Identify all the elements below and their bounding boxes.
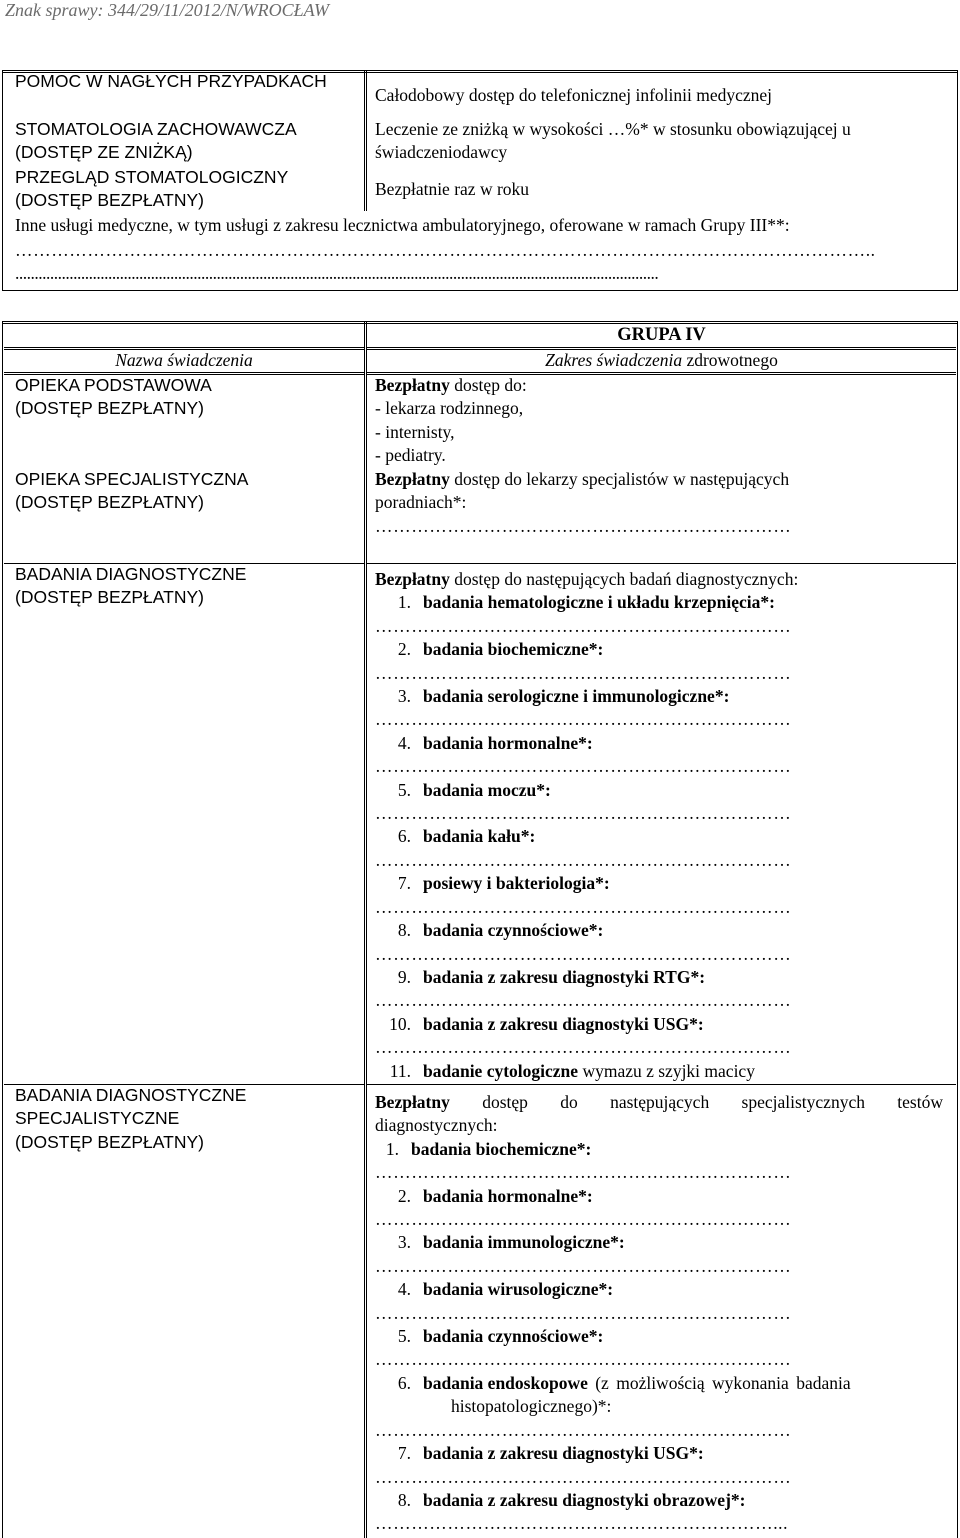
- list-item: 10. badania z zakresu diagnostyki USG*:: [389, 1013, 704, 1034]
- fill-in-dots: ……………………………………………………………: [375, 615, 792, 636]
- column-header-scope: Zakres świadczenia zdrowotnego: [545, 350, 778, 370]
- fill-in-dots: ……………………………………………………………: [375, 709, 792, 730]
- column-header-name: Nazwa świadczenia: [115, 350, 253, 370]
- list-item: 7. badania z zakresu diagnostyki USG*:: [397, 1443, 704, 1464]
- list-item: 2. badania biochemiczne*:: [397, 639, 604, 660]
- fill-in-dots: ……………………………………………………………: [375, 1349, 792, 1370]
- fill-in-dots: ……………………………………………………………: [375, 1209, 792, 1230]
- service-name-specialist-diagnostics: BADANIA DIAGNOSTYCZNE SPECJALISTYCZNE (DOSTĘP BEZPŁATNY): [15, 1085, 247, 1152]
- list-item: 1. badania hematologiczne i układu krzepnięcia*:: [397, 592, 775, 613]
- column-divider: [364, 321, 365, 1538]
- list-item: 6. badania kału*:: [397, 826, 536, 847]
- service-name-diagnostics: BADANIA DIAGNOSTYCZNE (DOSTĘP BEZPŁATNY): [15, 564, 247, 608]
- service-description: Leczenie ze zniżką w wysokości …%* w stosunku obowiązującej u świadczeniodawcy: [375, 119, 851, 163]
- column-divider: [366, 70, 367, 211]
- group-title: GRUPA IV: [617, 325, 706, 345]
- fill-in-dots: ……………………………………………………………: [375, 1302, 792, 1323]
- list-item: 5. badania czynnościowe*:: [397, 1326, 604, 1347]
- header-divider: [367, 347, 956, 348]
- fill-in-dots: ……………………………………………………………: [375, 803, 792, 824]
- service-name: STOMATOLOGIA ZACHOWAWCZA (DOSTĘP ZE ZNIŻKĄ): [15, 119, 296, 163]
- fill-in-dots: ……………………………………………………………: [375, 990, 792, 1011]
- column-divider: [366, 321, 367, 1538]
- fill-in-dots: ……………………………………………………………: [375, 662, 792, 683]
- service-name: POMOC W NAGŁYCH PRZYPADKACH: [15, 71, 327, 91]
- fill-in-dots: ......................................................................................................................................................................: [15, 263, 659, 283]
- service-name-specialist: OPIEKA SPECJALISTYCZNA (DOSTĘP BEZPŁATNY): [15, 469, 249, 513]
- service-description: Bezpłatnie raz w roku: [375, 179, 530, 199]
- list-item: 6. badania endoskopowe (z możliwością wykonania badania: [397, 1372, 851, 1393]
- list-item: 4. badania wirusologiczne*:: [397, 1279, 614, 1300]
- row-divider: [367, 1084, 956, 1085]
- fill-in-dots: ……………………………………………………………: [375, 1037, 792, 1058]
- fill-in-dots: ……………………………………………………………: [375, 896, 792, 917]
- header-divider: [4, 347, 364, 348]
- list-item: 11. badanie cytologiczne wymazu z szyjki macicy: [389, 1060, 755, 1081]
- list-item: 8. badania czynnościowe*:: [397, 920, 604, 941]
- fill-in-dots: ……………………………………………………………: [375, 943, 792, 964]
- row-divider: [367, 563, 956, 564]
- list-item: 9. badania z zakresu diagnostyki RTG*:: [397, 966, 706, 987]
- service-scope-specialist-diagnostics: Bezpłatny dostęp do następujących specjalistycznych testów diagnostycznych: 1. badania biochemiczne*: …………………………………………………………… 2. badania hormonalne*: …………………………………………………………… 3. badania immunologiczne*: …………………………………………………………… 4. badania wirusologiczne*: …………………………………………………………… 5. badania czynnościowe*: …………………………………………………………… 6. badania endoskopowe (z możliwością wykonania badania histopatologicznego)*: …………………………………………………………… 7. badania z zakresu diagnostyki USG*: …………………………………………………………… 8. badania z zakresu diagnostyki obrazowej*: …………………………………………………………...: [375, 1091, 943, 1536]
- service-name-basic: OPIEKA PODSTAWOWA (DOSTĘP BEZPŁATNY): [15, 375, 212, 419]
- fill-in-dots: ……………………………………………………………: [375, 849, 792, 870]
- list-item: 1. badania biochemiczne*:: [385, 1138, 592, 1159]
- fill-in-dots: …………………………………………………………...: [375, 1513, 789, 1534]
- list-item-continuation: histopatologicznego)*:: [451, 1396, 612, 1417]
- service-description: Całodobowy dostęp do telefonicznej infolinii medycznej: [375, 85, 773, 105]
- fill-in-dots: ……………………………………………………………: [375, 1162, 792, 1183]
- list-item: 5. badania moczu*:: [397, 779, 551, 800]
- list-item: 7. posiewy i bakteriologia*:: [397, 873, 610, 894]
- fill-in-dots: ……………………………………………………………………………………………………………………………..: [15, 240, 876, 260]
- service-name: PRZEGLĄD STOMATOLOGICZNY (DOSTĘP BEZPŁATNY): [15, 167, 288, 211]
- list-item: 4. badania hormonalne*:: [397, 732, 593, 753]
- fill-in-dots: ……………………………………………………………: [375, 1466, 792, 1487]
- case-reference: Znak sprawy: 344/29/11/2012/N/WROCŁAW: [5, 0, 329, 20]
- list-item: 2. badania hormonalne*:: [397, 1185, 593, 1206]
- service-scope-basic: Bezpłatny dostęp do: - lekarza rodzinnego, - internisty, - pediatry.: [375, 375, 527, 466]
- list-item: 3. badania serologiczne i immunologiczne*:: [397, 686, 730, 707]
- fill-in-dots: ……………………………………………………………: [375, 756, 792, 777]
- service-scope-diagnostics: Bezpłatny dostęp do następujących badań diagnostycznych: 1. badania hematologiczne i układu krzepnięcia*: …………………………………………………………… 2. badania biochemiczne*: …………………………………………………………… 3. badania serologiczne i immunologiczne*: …………………………………………………………… 4. badania hormonalne*: …………………………………………………………… 5. badania moczu*: …………………………………………………………… 6. badania kału*: …………………………………………………………… 7. posiewy i bakteriologia*: …………………………………………………………… 8. badania czynnościowe*: …………………………………………………………… 9. badania z zakresu diagnostyki RTG*: …………………………………………………………… 10. badania z zakresu diagnostyki USG*: …………………………………………………………… 11. badanie cytologiczne wymazu z szyjki macicy: [375, 568, 798, 1083]
- other-services-label: Inne usługi medyczne, w tym usługi z zakresu lecznictwa ambulatoryjnego, oferowane w ramach Grupy III**:: [15, 215, 790, 235]
- column-divider: [364, 70, 365, 211]
- fill-in-dots: ……………………………………………………………: [375, 1255, 792, 1276]
- fill-in-dots: ……………………………………………………………: [375, 1419, 792, 1440]
- service-scope-specialist: Bezpłatny dostęp do lekarzy specjalistów w następujących poradniach*: ……………………………………………………………: [375, 469, 792, 536]
- list-item: 3. badania immunologiczne*:: [397, 1232, 625, 1253]
- list-item: 8. badania z zakresu diagnostyki obrazowej*:: [397, 1489, 746, 1510]
